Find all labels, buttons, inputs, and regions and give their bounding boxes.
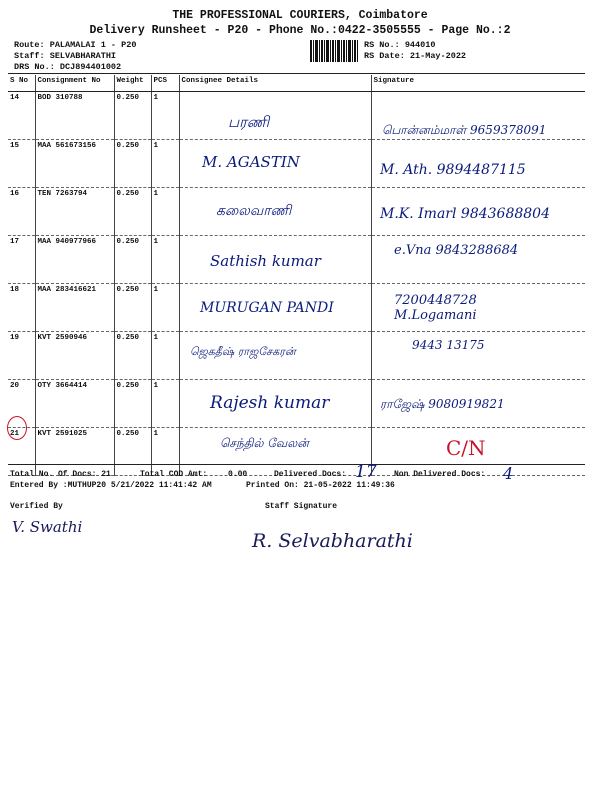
cell-pcs: 1 [151,188,179,236]
col-header-weight: Weight [114,75,151,92]
cell-consignment: KVT 2590946 [35,332,114,380]
cell-consignment: OTY 3664414 [35,380,114,428]
col-header-signature: Signature [371,75,585,92]
cell-weight: 0.250 [114,284,151,332]
handwritten-signature: ராஜேஷ் 9080919821 [380,397,505,411]
handwritten-consignee: Sathish kumar [210,252,321,270]
table-row [8,332,585,380]
table-bottom-divider [8,464,585,465]
total-docs [10,470,111,479]
rs-date-row [364,51,466,61]
cell-pcs: 1 [151,92,179,140]
drs-row [14,62,121,72]
table-header-row [8,75,585,92]
cell-weight: 0.250 [114,236,151,284]
delivered-docs [274,470,346,479]
route-label: Route: [14,40,45,50]
cell-sno: 17 [8,236,35,284]
cell-weight: 0.250 [114,332,151,380]
handwritten-consignee: M. AGASTIN [202,153,300,171]
handwritten-signature: M.K. Imarl 9843688804 [380,206,550,222]
handwritten-consignee: ஜெகதீஷ் ராஜசேகரன் [190,345,296,358]
staff-value: SELVABHARATHI [49,51,117,61]
non-delivered-value: 4 [503,464,514,483]
delivered-value: 17 [355,462,377,482]
cell-sno: 16 [8,188,35,236]
cell-pcs: 1 [151,428,179,476]
route-value: PALAMALAI 1 - P20 [49,40,137,50]
cell-weight: 0.250 [114,92,151,140]
cell-sno: 15 [8,140,35,188]
cell-pcs: 1 [151,140,179,188]
runsheet-subtitle: Delivery Runsheet - P20 - Phone No.:0422-3505555 - Page No.:2 [89,24,511,37]
cell-weight: 0.250 [114,380,151,428]
rs-no-value: 944010 [404,40,436,50]
cell-sno: 14 [8,92,35,140]
cell-consignment: MAA 283416621 [35,284,114,332]
total-cod [140,470,247,479]
staff-row [14,51,116,61]
entered-by: Entered By :MUTHUP20 5/21/2022 11:41:42 AM [10,481,212,490]
cell-sno: 18 [8,284,35,332]
cell-weight: 0.250 [114,428,151,476]
cell-pcs: 1 [151,236,179,284]
rs-date-label: RS Date: [364,51,405,61]
company-title: THE PROFESSIONAL COURIERS, Coimbatore [172,9,428,22]
handwritten-signature: M. Ath. 9894487115 [380,162,526,178]
cod-value: 0.00 [228,470,248,479]
col-header-sno: S No [8,75,35,92]
cell-pcs: 1 [151,380,179,428]
handwritten-consignee: MURUGAN PANDI [200,300,334,316]
header-divider [8,73,585,74]
cell-sno: 19 [8,332,35,380]
drs-value: DCJ894401002 [59,62,122,72]
staff-signature: R. Selvabharathi [252,530,413,552]
cell-pcs: 1 [151,332,179,380]
handwritten-signature: C/N [446,436,486,460]
verified-signature: V. Swathi [12,518,83,536]
handwritten-signature: 7200448728 M.Logamani [394,293,477,323]
cell-consignment: KVT 2591025 [35,428,114,476]
staff-signature-label: Staff Signature [265,502,338,511]
rs-no-row [364,40,435,50]
rs-date-value: 21-May-2022 [409,51,467,61]
rs-no-label: RS No.: [364,40,400,50]
cell-consignment: TEN 7263794 [35,188,114,236]
delivered-label: Delivered Docs: [274,470,347,479]
handwritten-consignee: பரணி [228,113,270,131]
cell-weight: 0.250 [114,188,151,236]
handwritten-signature: e.Vna 9843288684 [394,243,519,258]
staff-label: Staff: [14,51,45,61]
cell-consignment: MAA 940977966 [35,236,114,284]
cell-consignment: MAA 561673156 [35,140,114,188]
cell-weight: 0.250 [114,140,151,188]
cell-sno: 21 [8,428,35,476]
handwritten-signature: பொன்னம்மாள் 9659378091 [382,123,547,137]
col-header-consignment: Consignment No [35,75,114,92]
non-delivered-label: Non Delivered Docs: [394,470,486,479]
handwritten-consignee: Rajesh kumar [210,393,330,413]
cell-pcs: 1 [151,284,179,332]
cell-sno: 20 [8,380,35,428]
handwritten-consignee: கலைவாணி [216,203,292,219]
handwritten-signature: 9443 13175 [412,338,485,352]
cell-consignee [179,92,371,140]
col-header-consignee: Consignee Details [179,75,371,92]
sno-circle-mark [7,416,27,440]
handwritten-consignee: செந்தில் வேலன் [220,436,309,450]
col-header-pcs: PCS [151,75,179,92]
cell-consignment: BOD 310788 [35,92,114,140]
printed-on: Printed On: 21-05-2022 11:49:36 [246,481,395,490]
total-docs-label: Total No. Of Docs: [10,470,97,479]
barcode-icon [310,40,358,62]
route-row [14,40,136,50]
verified-by-label: Verified By [10,502,63,511]
drs-label: DRS No.: [14,62,55,72]
non-delivered-docs [394,470,485,479]
cod-label: Total COD Amt: [140,470,208,479]
total-docs-value: 21 [101,470,111,479]
